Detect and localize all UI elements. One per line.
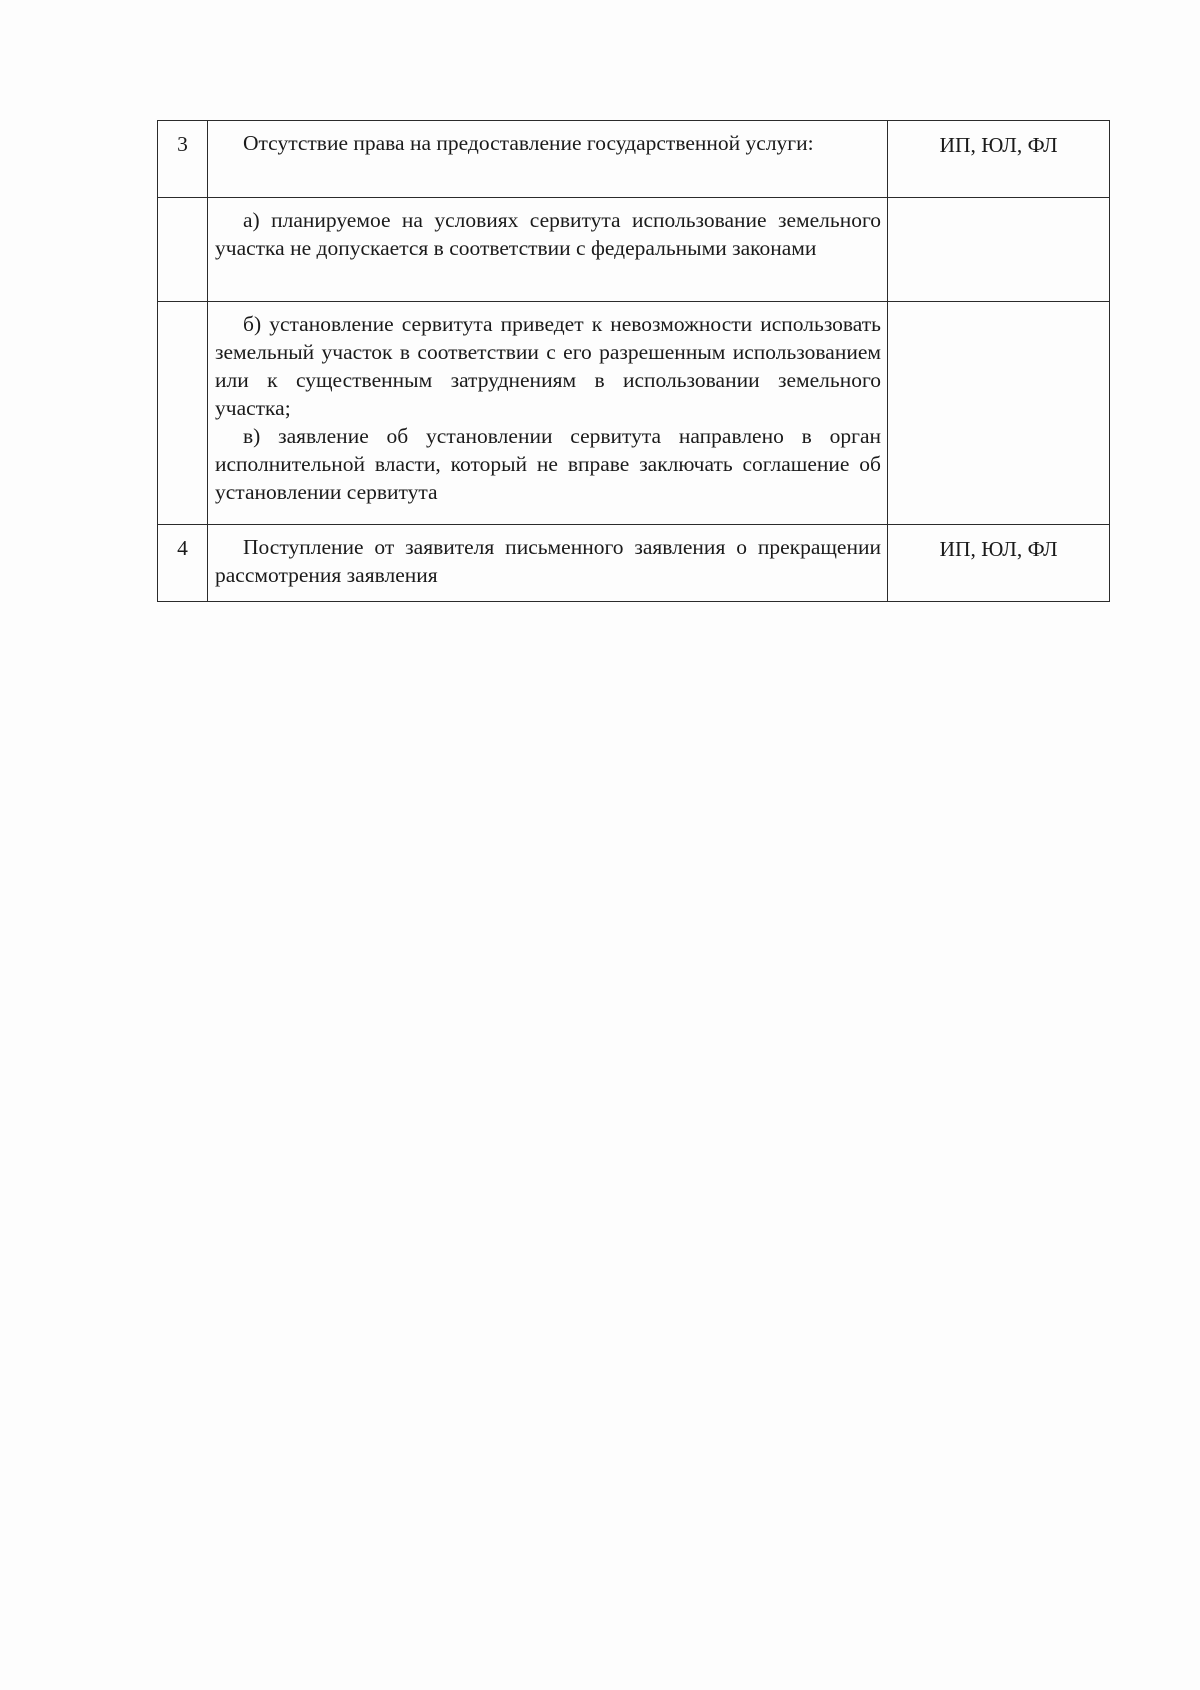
row-paragraph: в) заявление об установлении сервитута направлено в орган исполнительной власти, который не вправе заключать соглашение об установлении сервитута [215, 424, 881, 504]
row-text [208, 302, 888, 525]
row-number [158, 198, 208, 302]
row-text [208, 525, 888, 602]
applicant-category: ИП, ЮЛ, ФЛ [888, 121, 1110, 198]
row-number: 4 [158, 525, 208, 602]
row-text [208, 121, 888, 198]
row-paragraph: б) установление сервитута приведет к невозможности использовать земельный участок в соответствии с его разрешенным использованием или к существенным затруднениям в использовании земельного участка; [215, 312, 881, 420]
row-text [208, 198, 888, 302]
table-row [158, 525, 1110, 602]
applicant-category [888, 198, 1110, 302]
row-paragraph: а) планируемое на условиях сервитута использование земельного участка не допускается в соответствии с федеральными законами [215, 208, 881, 260]
row-number [158, 302, 208, 525]
row-number: 3 [158, 121, 208, 198]
table-row [158, 302, 1110, 525]
table-row [158, 198, 1110, 302]
row-paragraph: Поступление от заявителя письменного заявления о прекращении рассмотрения заявления [215, 535, 881, 587]
table-row [158, 121, 1110, 198]
applicant-category [888, 302, 1110, 525]
refusal-grounds-table [157, 120, 1110, 602]
applicant-category: ИП, ЮЛ, ФЛ [888, 525, 1110, 602]
row-paragraph: Отсутствие права на предоставление государственной услуги: [243, 131, 814, 155]
